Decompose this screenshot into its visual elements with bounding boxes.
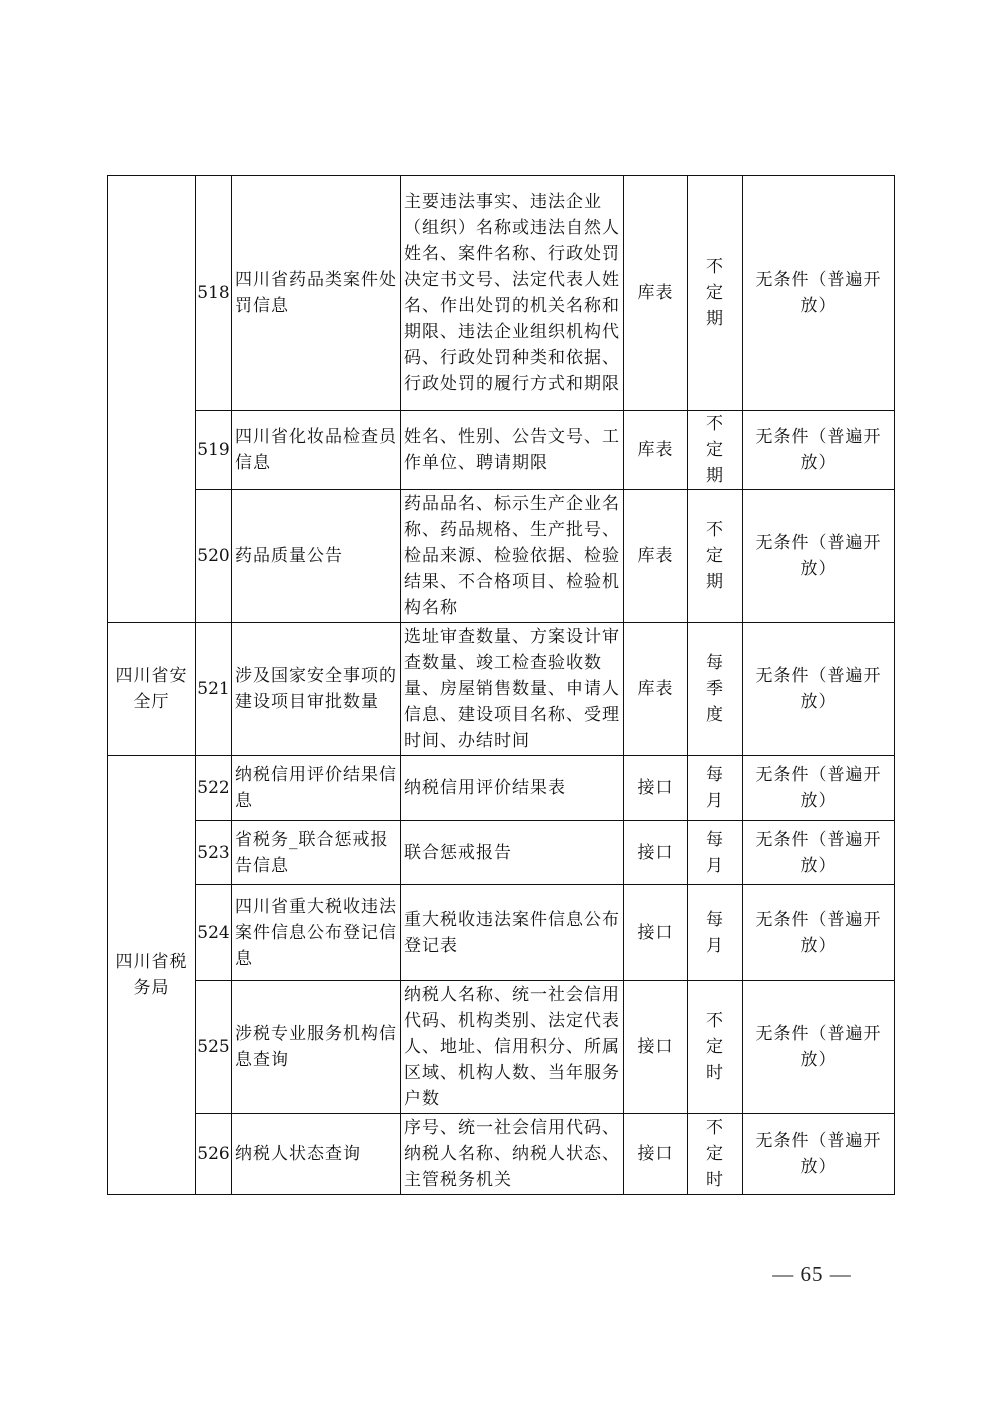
row-number: 524 [196,885,232,981]
update-frequency: 不定期 [688,176,743,411]
share-format: 库表 [624,411,688,490]
row-number: 522 [196,756,232,821]
open-condition: 无条件（普遍开放） [743,411,895,490]
resource-name: 纳税人状态查询 [232,1114,401,1195]
data-items: 序号、统一社会信用代码、纳税人名称、纳税人状态、主管税务机关 [401,1114,624,1195]
share-format: 库表 [624,490,688,623]
data-items: 选址审查数量、方案设计审查数量、竣工检查验收数量、房屋销售数量、申请人信息、建设项目名称、受理时间、办结时间 [401,623,624,756]
update-frequency: 每月 [688,821,743,885]
data-items: 姓名、性别、公告文号、工作单位、聘请期限 [401,411,624,490]
department-cell [108,176,196,623]
open-condition: 无条件（普遍开放） [743,1114,895,1195]
data-items: 药品品名、标示生产企业名称、药品规格、生产批号、检品来源、检验依据、检验结果、不合格项目、检验机构名称 [401,490,624,623]
data-items: 主要违法事实、违法企业（组织）名称或违法自然人姓名、案件名称、行政处罚决定书文号、法定代表人姓名、作出处罚的机关名称和期限、违法企业组织机构代码、行政处罚种类和依据、行政处罚的履行方式和期限 [401,176,624,411]
row-number: 520 [196,490,232,623]
open-condition: 无条件（普遍开放） [743,885,895,981]
update-frequency: 每季度 [688,623,743,756]
share-format: 接口 [624,756,688,821]
row-number: 526 [196,1114,232,1195]
resource-name: 四川省重大税收违法案件信息公布登记信息 [232,885,401,981]
row-number: 521 [196,623,232,756]
table-row [108,623,895,756]
update-frequency: 不定期 [688,411,743,490]
table-row [108,176,895,411]
open-condition: 无条件（普遍开放） [743,821,895,885]
row-number: 525 [196,981,232,1114]
row-number: 518 [196,176,232,411]
department-cell: 四川省安全厅 [108,623,196,756]
department-cell: 四川省税务局 [108,756,196,1195]
row-number: 523 [196,821,232,885]
update-frequency: 不定时 [688,981,743,1114]
resource-name: 纳税信用评价结果信息 [232,756,401,821]
share-format: 接口 [624,885,688,981]
data-items: 联合惩戒报告 [401,821,624,885]
table-row [108,756,895,821]
table-row [108,411,895,490]
share-format: 库表 [624,176,688,411]
share-format: 接口 [624,1114,688,1195]
open-condition: 无条件（普遍开放） [743,981,895,1114]
data-items: 重大税收违法案件信息公布登记表 [401,885,624,981]
update-frequency: 每月 [688,885,743,981]
data-items: 纳税信用评价结果表 [401,756,624,821]
update-frequency: 每月 [688,756,743,821]
table-row [108,821,895,885]
page-number: — 65 — [772,1262,852,1286]
open-condition: 无条件（普遍开放） [743,490,895,623]
resource-name: 四川省药品类案件处罚信息 [232,176,401,411]
share-format: 库表 [624,623,688,756]
open-condition: 无条件（普遍开放） [743,623,895,756]
resource-name: 药品质量公告 [232,490,401,623]
open-condition: 无条件（普遍开放） [743,756,895,821]
share-format: 接口 [624,821,688,885]
resource-name: 四川省化妆品检查员信息 [232,411,401,490]
resource-name: 省税务_联合惩戒报告信息 [232,821,401,885]
resource-name: 涉税专业服务机构信息查询 [232,981,401,1114]
table-row [108,1114,895,1195]
data-catalog-table [107,175,895,1195]
resource-name: 涉及国家安全事项的建设项目审批数量 [232,623,401,756]
table-row [108,981,895,1114]
open-condition: 无条件（普遍开放） [743,176,895,411]
share-format: 接口 [624,981,688,1114]
table-row [108,490,895,623]
update-frequency: 不定时 [688,1114,743,1195]
update-frequency: 不定期 [688,490,743,623]
data-items: 纳税人名称、统一社会信用代码、机构类别、法定代表人、地址、信用积分、所属区域、机构人数、当年服务户数 [401,981,624,1114]
row-number: 519 [196,411,232,490]
table-row [108,885,895,981]
